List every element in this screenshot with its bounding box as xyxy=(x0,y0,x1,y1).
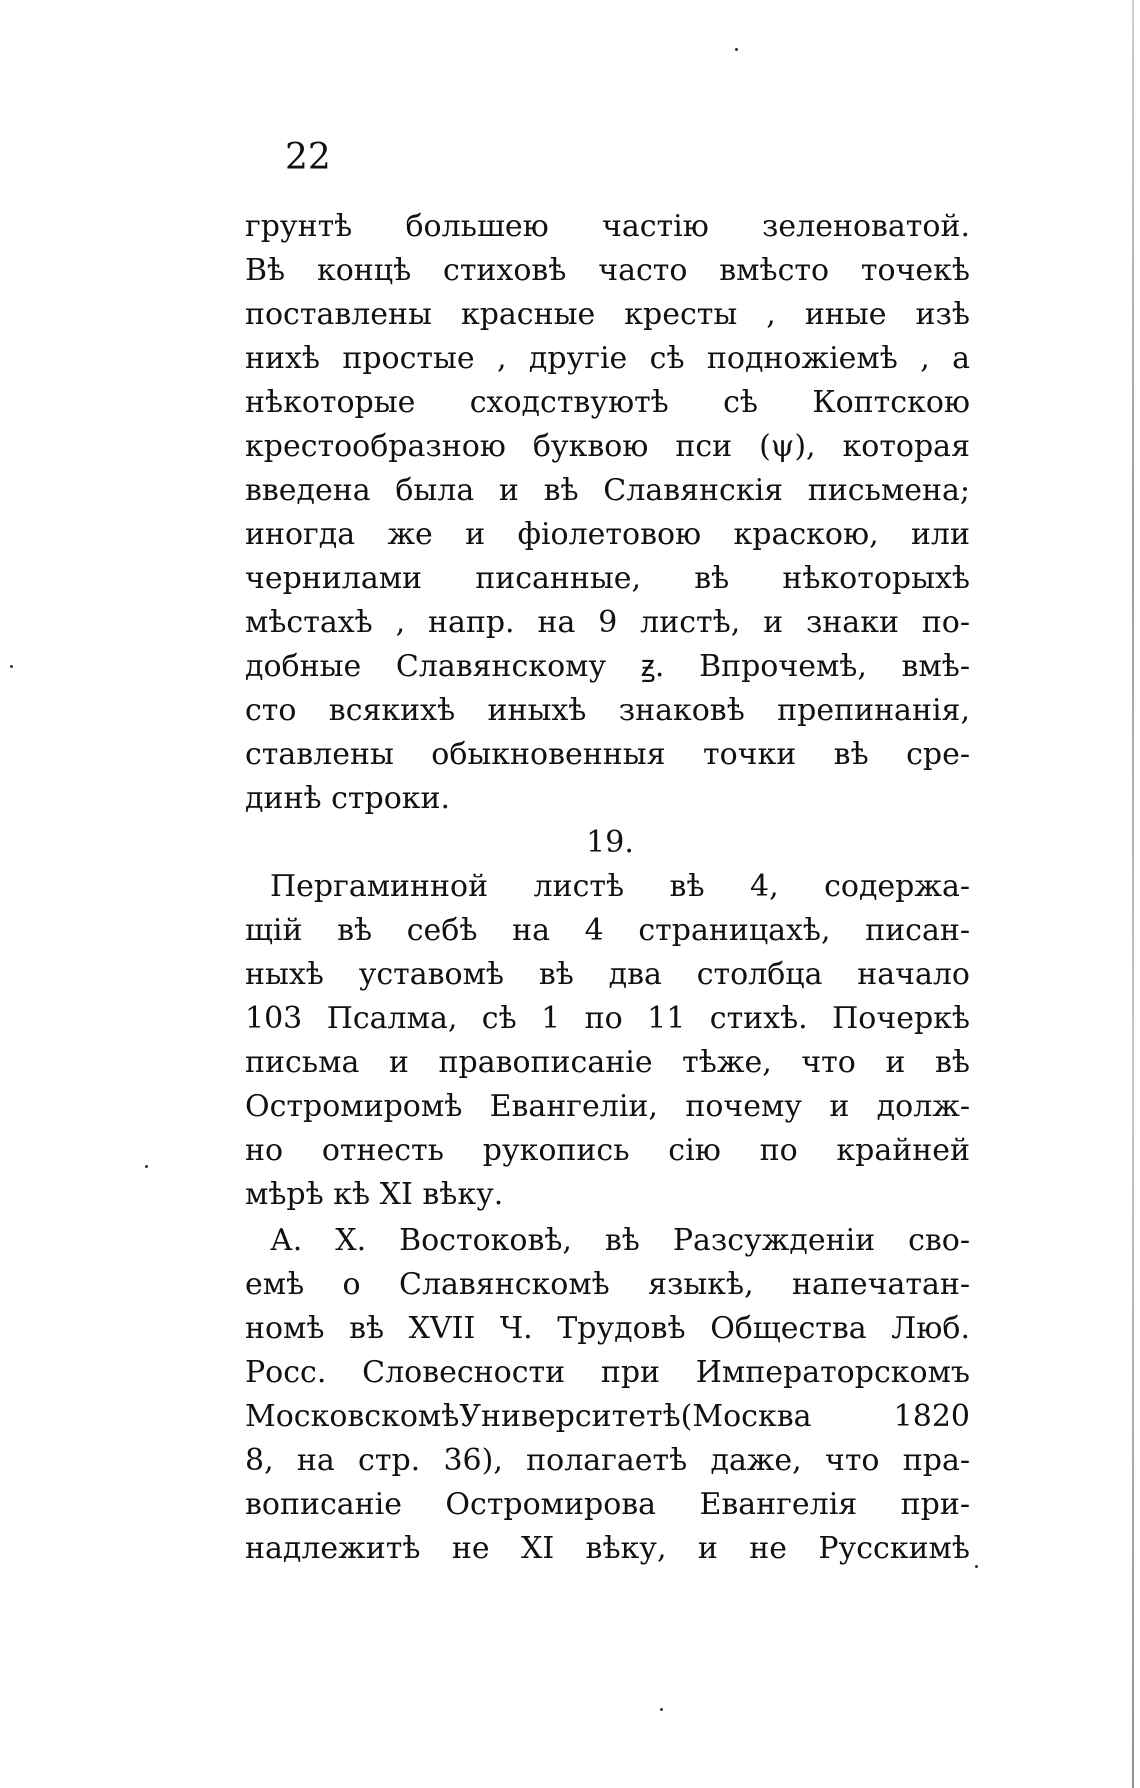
text-line: ставлены обыкновенныя точки вѣ сре- xyxy=(245,737,970,772)
text-line: Вѣ концѣ стиховѣ часто вмѣсто точекѣ xyxy=(245,253,970,288)
text-line: добные Славянскому ꙃ. Впрочемѣ, вмѣ- xyxy=(245,649,970,684)
text-line: грунтѣ большею частію зеленоватой. xyxy=(245,209,970,244)
text-line: сто всякихѣ иныхѣ знаковѣ препинанія, xyxy=(245,693,970,728)
text-line: введена была и вѣ Славянскія письмена; xyxy=(245,473,970,508)
text-line: МосковскомѣУниверситетѣ(Москва 1820 xyxy=(245,1399,970,1434)
text-line: ныхѣ уставомѣ вѣ два столбца начало xyxy=(245,957,970,992)
text-line: поставлены красные кресты , иные изѣ xyxy=(245,297,970,332)
text-line: чернилами писанные, вѣ нѣкоторыхѣ xyxy=(245,561,970,596)
text-line: 103 Псалма, сѣ 1 по 11 стихѣ. Почеркѣ xyxy=(245,1001,970,1036)
paragraph xyxy=(245,865,970,1217)
text-line: нѣкоторые сходствуютѣ сѣ Коптскою xyxy=(245,385,970,420)
paragraph xyxy=(245,205,970,821)
text-line: иногда же и фіолетовою краскою, или xyxy=(245,517,970,552)
text-line: надлежитѣ не XI вѣку, и не Русскимѣ xyxy=(245,1531,970,1566)
paragraph xyxy=(245,1219,970,1571)
text-line: письма и правописаніе тѣже, что и вѣ xyxy=(245,1045,970,1080)
paper-speck xyxy=(660,1708,663,1711)
text-line: динѣ строки. xyxy=(245,781,451,816)
body-text xyxy=(245,205,970,1571)
paper-speck xyxy=(145,1165,148,1168)
text-line: вописаніе Остромирова Евангелія при- xyxy=(245,1487,970,1522)
text-line: 8, на стр. 36), полагаетѣ даже, что пра- xyxy=(245,1443,970,1478)
text-line: крестообразною буквою пси (ψ), которая xyxy=(245,429,970,464)
page-number: 22 xyxy=(285,137,331,178)
section-number: 19. xyxy=(586,825,634,860)
text-line: номѣ вѣ XVII Ч. Трудовѣ Общества Люб. xyxy=(245,1311,970,1346)
paper-speck xyxy=(735,48,738,51)
text-line: но отнесть рукопись сію по крайней xyxy=(245,1133,970,1168)
text-line: мѣстахѣ , напр. на 9 листѣ, и знаки по- xyxy=(245,605,970,640)
text-line: щій вѣ себѣ на 4 страницахѣ, писан- xyxy=(245,913,970,948)
text-line: А. Х. Востоковѣ, вѣ Разсужденіи сво- xyxy=(270,1223,970,1258)
text-line: емѣ о Славянскомѣ языкѣ, напечатан- xyxy=(245,1267,970,1302)
paper-speck xyxy=(975,1565,978,1568)
text-line: Остромиромѣ Евангеліи, почему и долж- xyxy=(245,1089,970,1124)
text-line: нихѣ простые , другіе сѣ подножіемѣ , а xyxy=(245,341,970,376)
paper-speck xyxy=(10,665,13,668)
text-line: Росс. Словесности при Императорскомъ xyxy=(245,1355,970,1390)
text-line: Пергаминной листѣ вѣ 4, содержа- xyxy=(270,869,970,904)
text-line: мѣрѣ кѣ XI вѣку. xyxy=(245,1177,504,1212)
page-edge-shadow xyxy=(1132,0,1134,1788)
